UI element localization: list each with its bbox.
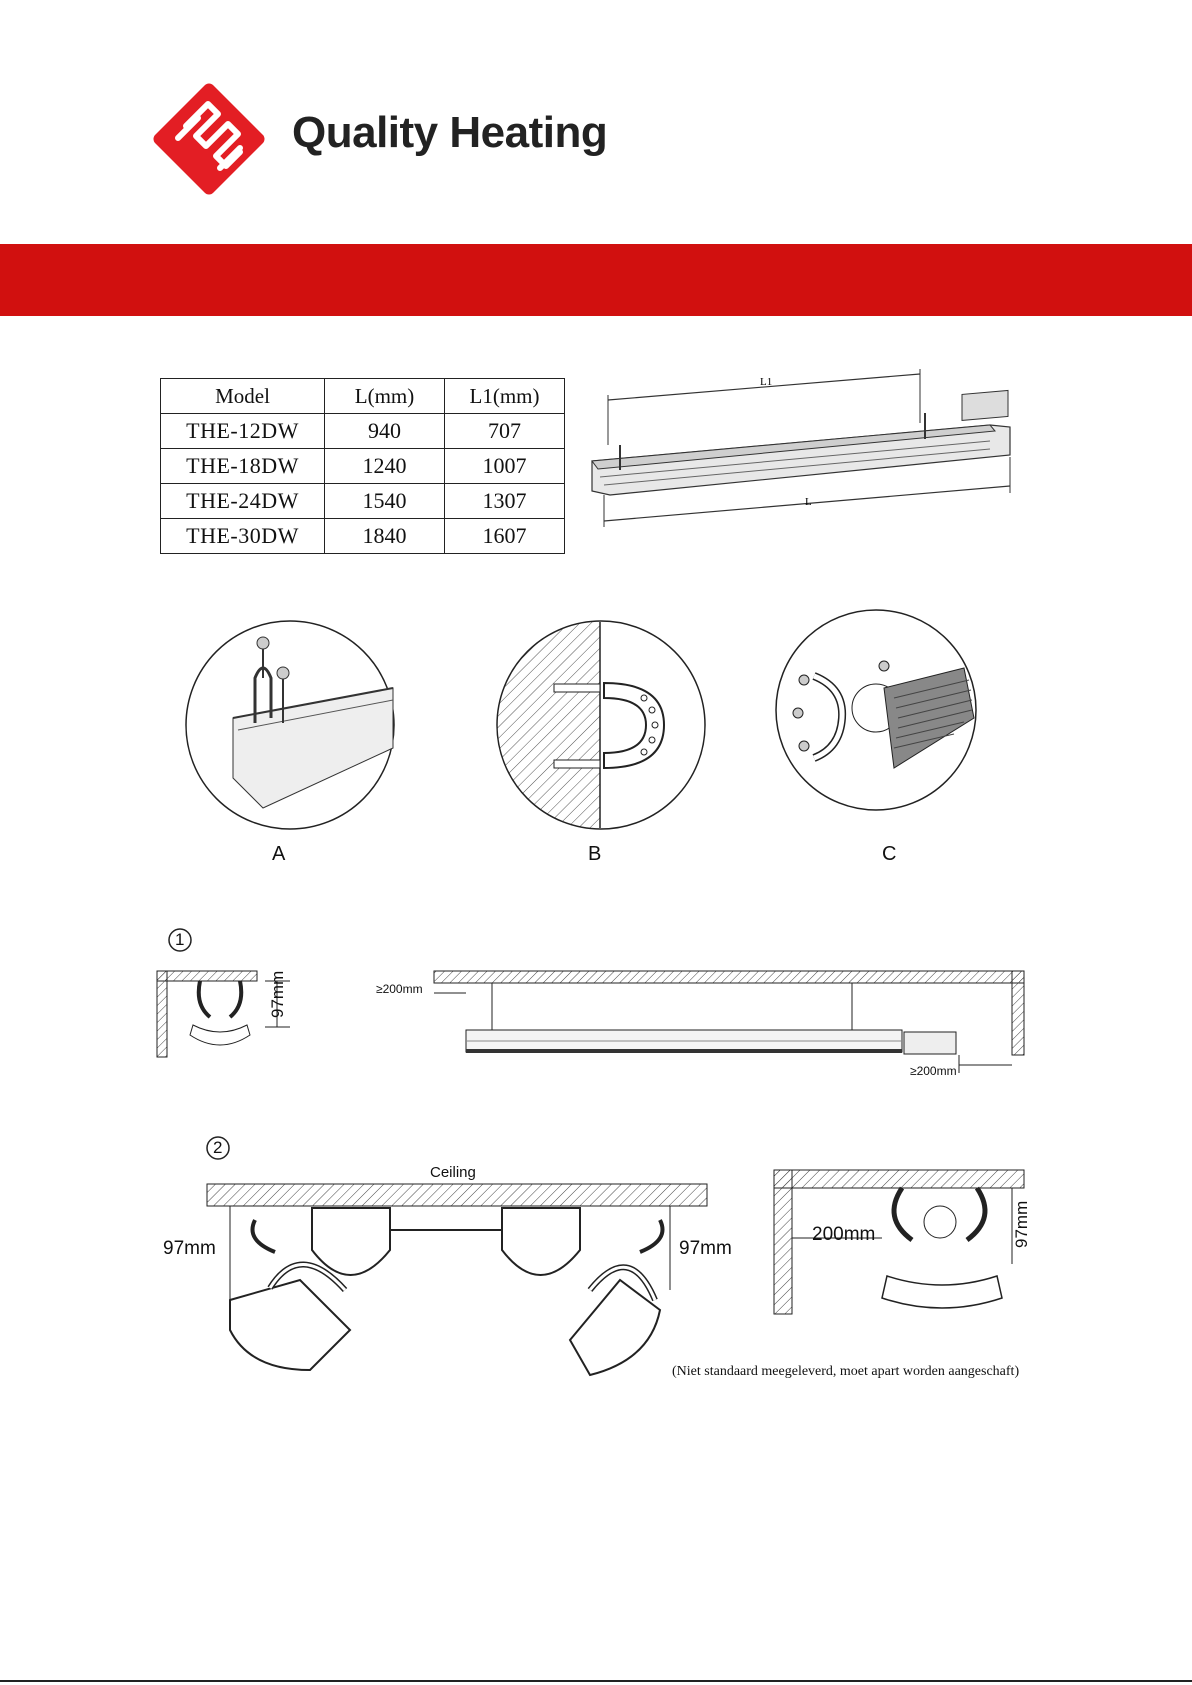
table-cell: 1540 — [325, 484, 445, 519]
l1-label: L1 — [760, 376, 773, 388]
table-cell: 1607 — [445, 519, 565, 554]
detail-circle-a — [183, 618, 397, 832]
brand-name: Quality Heating — [292, 108, 608, 157]
header-band — [0, 244, 1192, 316]
step-1-front-view — [374, 965, 1034, 1080]
spec-table — [160, 378, 565, 554]
table-header-cell: L(mm) — [325, 379, 445, 414]
table-cell: THE-24DW — [161, 484, 325, 519]
label-c: C — [882, 843, 897, 865]
ceiling-label: Ceiling — [430, 1164, 476, 1181]
table-header-cell: Model — [161, 379, 325, 414]
label-a: A — [272, 843, 286, 865]
table-cell: 1307 — [445, 484, 565, 519]
footer-divider — [0, 1680, 1192, 1682]
table-header-row — [161, 379, 565, 414]
table-cell: 1007 — [445, 449, 565, 484]
step-1-left-gap: ≥200mm — [376, 982, 423, 996]
step-1-number: 1 — [175, 930, 185, 949]
step-2-tilt-diagram — [150, 1180, 740, 1380]
table-row — [161, 519, 565, 554]
table-cell: THE-12DW — [161, 414, 325, 449]
table-cell: THE-30DW — [161, 519, 325, 554]
table-cell: 707 — [445, 414, 565, 449]
step-1-right-gap: ≥200mm — [910, 1064, 957, 1078]
table-cell: 1240 — [325, 449, 445, 484]
table-row — [161, 449, 565, 484]
table-row — [161, 484, 565, 519]
step-2-right-dim: 97mm — [679, 1238, 732, 1259]
table-row — [161, 414, 565, 449]
step-2-number: 2 — [213, 1138, 223, 1157]
table-cell: THE-18DW — [161, 449, 325, 484]
detail-circle-c — [774, 608, 978, 812]
quality-heating-logo-icon — [148, 78, 270, 200]
table-header-cell: L1(mm) — [445, 379, 565, 414]
footnote: (Niet standaard meegeleverd, moet apart worden aangeschaft) — [672, 1364, 1020, 1379]
label-b: B — [588, 843, 602, 865]
step-2-wall-height-dim: 97mm — [1012, 1200, 1031, 1248]
step-2-wall-dim: 200mm — [812, 1224, 876, 1245]
step-2-left-dim: 97mm — [163, 1238, 216, 1259]
l-label: L — [805, 496, 812, 508]
heater-length-diagram — [590, 365, 1030, 545]
detail-circle-b — [494, 618, 708, 832]
table-cell: 940 — [325, 414, 445, 449]
step-1-side-dim: 97mm — [268, 970, 287, 1018]
table-cell: 1840 — [325, 519, 445, 554]
